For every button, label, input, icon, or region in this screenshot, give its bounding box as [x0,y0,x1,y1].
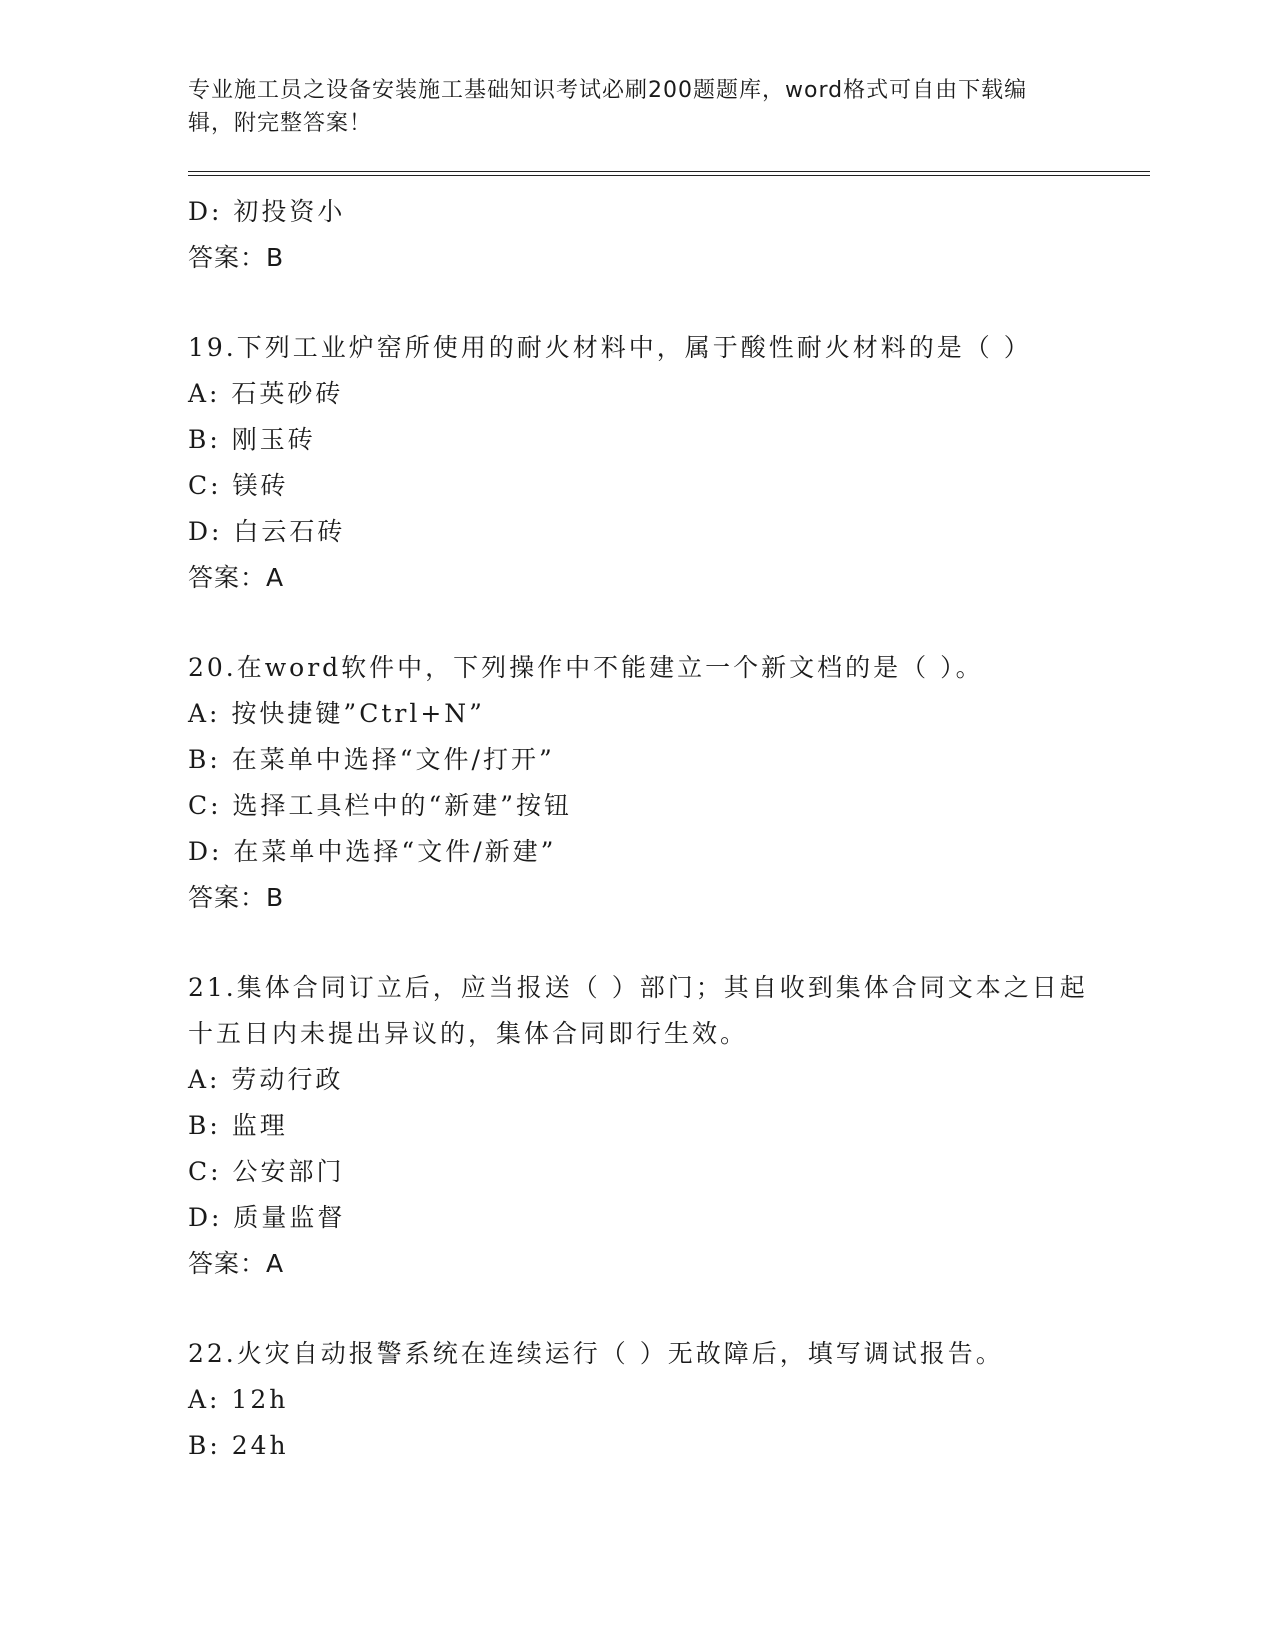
question-text: 19.下列工业炉窑所使用的耐火材料中，属于酸性耐火材料的是（ ） [188,333,1032,362]
question-text: 21.集体合同订立后，应当报送（ ）部门；其自收到集体合同文本之日起十五日内未提出异议的，集体合同即行生效。 [188,973,1088,1048]
option-c: C: 选择工具栏中的“新建”按钮 [188,791,573,820]
question-text: 20.在word软件中，下列操作中不能建立一个新文档的是（ ）。 [188,653,984,682]
question-block [188,1331,1088,1469]
option-b: B: 24h [188,1431,289,1460]
option-a: A: 按快捷键”Ctrl+N” [188,699,485,728]
option-d: D: 在菜单中选择“文件/新建” [188,837,557,866]
question-block [188,645,1088,921]
option-d: D: 质量监督 [188,1203,346,1232]
document-header: 专业施工员之设备安装施工基础知识考试必刷200题题库，word格式可自由下载编辑，附完整答案！ [188,78,1028,136]
answer: 答案：B [188,883,285,912]
option-b: B: 在菜单中选择“文件/打开” [188,745,555,774]
option-a: A: 劳动行政 [188,1065,344,1094]
option-c: C: 镁砖 [188,471,289,500]
question-text: 22.火灾自动报警系统在连续运行（ ）无故障后，填写调试报告。 [188,1339,1004,1368]
answer: 答案：B [188,243,285,272]
question-list [188,189,1088,1469]
header-divider [188,175,1150,176]
option-c: C: 公安部门 [188,1157,345,1186]
option-d: D: 初投资小 [188,197,346,226]
question-block [188,965,1088,1287]
header-divider [188,171,1150,172]
option-b: B: 监理 [188,1111,288,1140]
answer: 答案：A [188,1249,285,1278]
answer: 答案：A [188,563,285,592]
option-a: A: 12h [188,1385,289,1414]
option-a: A: 石英砂砖 [188,379,344,408]
option-d: D: 白云石砖 [188,517,346,546]
question-block [188,325,1088,601]
option-b: B: 刚玉砖 [188,425,316,454]
